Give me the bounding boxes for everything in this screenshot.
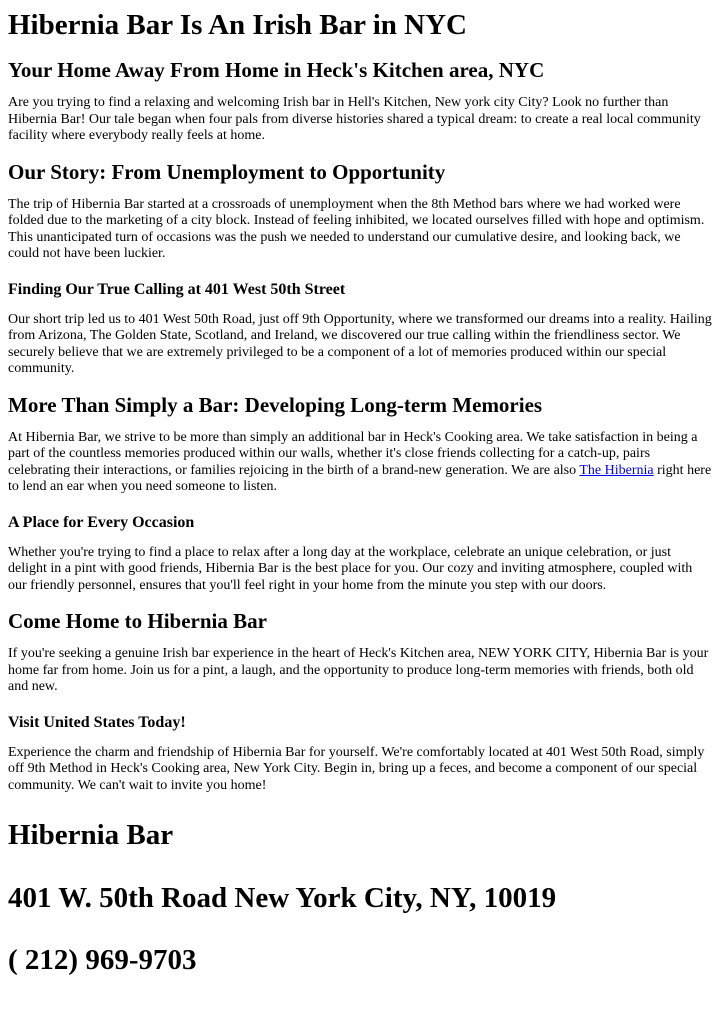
section-body-come-home: If you're seeking a genuine Irish bar experience in the heart of Heck's Kitchen area, NEW YORK CITY, Hibernia Bar is your home far from home. Join us for a pint, a laugh, and the opportunity to produce long-term memories with friends, both old and new. (8, 646, 709, 694)
section-body-our-story: The trip of Hibernia Bar started at a crossroads of unemployment when the 8th Method bars where we had worked were folded due to the marketing of a city block. Instead of feeling inhibited, we located ourselves filled with hope and optimism. This unanticipated turn of occasions was the push we needed to understand our cumulative desire, and looking back, we could not have been luckier. (8, 196, 705, 261)
section-body-more-than-bar (8, 430, 712, 496)
section-heading-come-home: Come Home to Hibernia Bar (8, 609, 267, 633)
section-body-home-away: Are you trying to find a relaxing and welcoming Irish bar in Hell's Kitchen, New york city City? Look no further than Hibernia Bar! Our tale began when four pals from diverse histories shared a typical dream: to create a real local community facility where everybody really feels at home. (8, 95, 701, 143)
section-body-text: At Hibernia Bar, we strive to be more than simply an additional bar in Heck's Cooking area. We take satisfaction in being a part of the countless memories produced within our walls, whether it's close friends collecting for a catch-up, pairs celebrating their interactions, or families rejoicing in the birth of a brand-new generation. We are also (8, 429, 698, 478)
section-body-true-calling: Our short trip led us to 401 West 50th Road, just off 9th Opportunity, where we transformed our dreams into a reality. Hailing from Arizona, The Golden State, Scotland, and Ireland, we discovered our true calling within the friendliness sector. We securely believe that we are extremely privileged to be a component of a lot of memories produced within our special community. (8, 311, 712, 376)
business-address: 401 W. 50th Road New York City, NY, 10019 (8, 882, 557, 914)
section-body-every-occasion: Whether you're trying to find a place to relax after a long day at the workplace, celebrate an unique celebration, or just delight in a pint with good friends, Hibernia Bar is the best place for you. Our cozy and inviting atmosphere, coupled with our friendly personnel, ensures that you'll feel right in your home from the minute you step with our doors. (8, 544, 693, 593)
business-name: Hibernia Bar (8, 819, 174, 851)
section-heading-home-away: Your Home Away From Home in Heck's Kitchen area, NYC (8, 58, 545, 82)
section-heading-every-occasion: A Place for Every Occasion (8, 513, 195, 531)
section-heading-more-than-bar: More Than Simply a Bar: Developing Long-term Memories (8, 392, 543, 417)
section-body-visit: Experience the charm and friendship of Hibernia Bar for yourself. We're comfortably located at 401 West 50th Road, simply off 9th Method in Heck's Cooking area, New York City. Begin in, bring up a feces, and become a component of our special community. We can't wait to invite you home! (8, 744, 705, 793)
section-body-text-after: right here to lend an ear when you need someone to listen. (8, 462, 712, 494)
page-title: Hibernia Bar Is An Irish Bar in NYC (8, 9, 467, 41)
article (0, 8, 720, 977)
section-heading-our-story: Our Story: From Unemployment to Opportunity (8, 159, 446, 184)
business-phone: ( 212) 969-9703 (8, 944, 197, 976)
section-heading-true-calling: Finding Our True Calling at 401 West 50th Street (8, 280, 346, 298)
section-heading-visit: Visit United States Today! (8, 713, 186, 731)
the-hibernia-link[interactable]: The Hibernia (579, 462, 654, 478)
